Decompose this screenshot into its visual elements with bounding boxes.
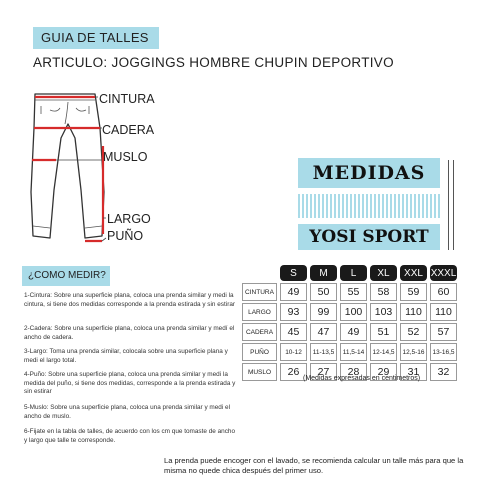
table-cell: 110 xyxy=(400,303,427,321)
table-cell: 32 xyxy=(430,363,457,381)
table-cell: 60 xyxy=(430,283,457,301)
label-largo: LARGO xyxy=(107,212,151,226)
instruction-step: 1-Cintura: Sobre una superficie plana, coloca una prenda similar y medi la cintura, si tiene dos medidas corresponde a la prenda estirada y sin estirar xyxy=(24,292,236,308)
instruction-step: 6-Fijate en la tabla de talles, de acuerdo con los cm que tomaste de ancho y largo que talle te corresponde. xyxy=(24,428,236,444)
row-label: PUÑO xyxy=(242,343,277,361)
como-medir-heading: ¿COMO MEDIR? xyxy=(22,266,110,286)
table-cell: 59 xyxy=(400,283,427,301)
table-cell: 110 xyxy=(430,303,457,321)
table-row xyxy=(242,343,457,361)
row-label: CINTURA xyxy=(242,283,277,301)
table-cell: 99 xyxy=(310,303,337,321)
table-row xyxy=(242,283,457,301)
table-cell: 10-12 xyxy=(280,343,307,361)
table-cell: 49 xyxy=(280,283,307,301)
instruction-step: 5-Muslo: Sobre una superficie plana, coloca una prenda similar y medi el ancho de muslo. xyxy=(24,404,231,420)
units-note: (Medidas expresadas en centimetros) xyxy=(303,375,421,382)
medidas-title: MEDIDAS xyxy=(312,162,426,184)
table-cell: 47 xyxy=(310,323,337,341)
size-header: XXXL xyxy=(430,265,457,281)
table-cell: 11-13,5 xyxy=(310,343,337,361)
table-cell: 93 xyxy=(280,303,307,321)
table-cell: 28 xyxy=(340,363,367,381)
table-row xyxy=(242,303,457,321)
instruction-step: 2-Cadera: Sobre una superficie plana, coloca una prenda similar y medí el ancho de cadera. xyxy=(24,325,235,341)
size-header: S xyxy=(280,265,307,281)
table-cell: 51 xyxy=(370,323,397,341)
table-cell: 31 xyxy=(400,363,427,381)
table-cell: 50 xyxy=(310,283,337,301)
size-header-row xyxy=(242,265,457,281)
table-row xyxy=(242,323,457,341)
size-header: XXL xyxy=(400,265,427,281)
table-cell: 45 xyxy=(280,323,307,341)
table-cell: 55 xyxy=(340,283,367,301)
row-label: CADERA xyxy=(242,323,277,341)
label-cintura: CINTURA xyxy=(99,92,155,106)
table-cell: 26 xyxy=(280,363,307,381)
articulo-title: ARTICULO: JOGGINGS HOMBRE CHUPIN DEPORTIVO xyxy=(33,55,394,70)
divider-line xyxy=(448,160,449,250)
size-header: XL xyxy=(370,265,397,281)
instruction-step: 4-Puño: Sobre una superficie plana, coloca una prenda similar y medi la medida del puño, si tiene dos medidas, corresponde a la prenda estirada y sin estirar xyxy=(24,371,236,396)
striped-band xyxy=(298,194,440,218)
table-corner xyxy=(242,265,277,281)
table-cell: 52 xyxy=(400,323,427,341)
size-header: M xyxy=(310,265,337,281)
row-label: LARGO xyxy=(242,303,277,321)
table-cell: 13-16,5 xyxy=(430,343,457,361)
table-cell: 29 xyxy=(370,363,397,381)
table-cell: 103 xyxy=(370,303,397,321)
table-cell: 12-14,5 xyxy=(370,343,397,361)
size-header: L xyxy=(340,265,367,281)
label-cadera: CADERA xyxy=(102,123,155,137)
footer-note: La prenda puede encoger con el lavado, se recomienda calcular un talle más para que la misma no quede chica después del primer uso. xyxy=(164,456,464,475)
label-puno: PUÑO xyxy=(107,229,144,243)
table-cell: 100 xyxy=(340,303,367,321)
table-cell: 58 xyxy=(370,283,397,301)
row-label: MUSLO xyxy=(242,363,277,381)
table-cell: 27 xyxy=(310,363,337,381)
size-table xyxy=(239,263,460,383)
table-cell: 11,5-14 xyxy=(340,343,367,361)
guia-de-talles-banner: GUIA DE TALLES xyxy=(33,27,159,49)
table-cell: 57 xyxy=(430,323,457,341)
brand-name: YOSI SPORT xyxy=(309,227,429,247)
divider-line xyxy=(453,160,454,250)
instruction-step: 3-Largo: Toma una prenda similar, colocala sobre una superficie plana y medi el largo total. xyxy=(24,348,228,364)
table-cell: 12,5-16 xyxy=(400,343,427,361)
table-cell: 49 xyxy=(340,323,367,341)
label-muslo: MUSLO xyxy=(103,150,148,164)
